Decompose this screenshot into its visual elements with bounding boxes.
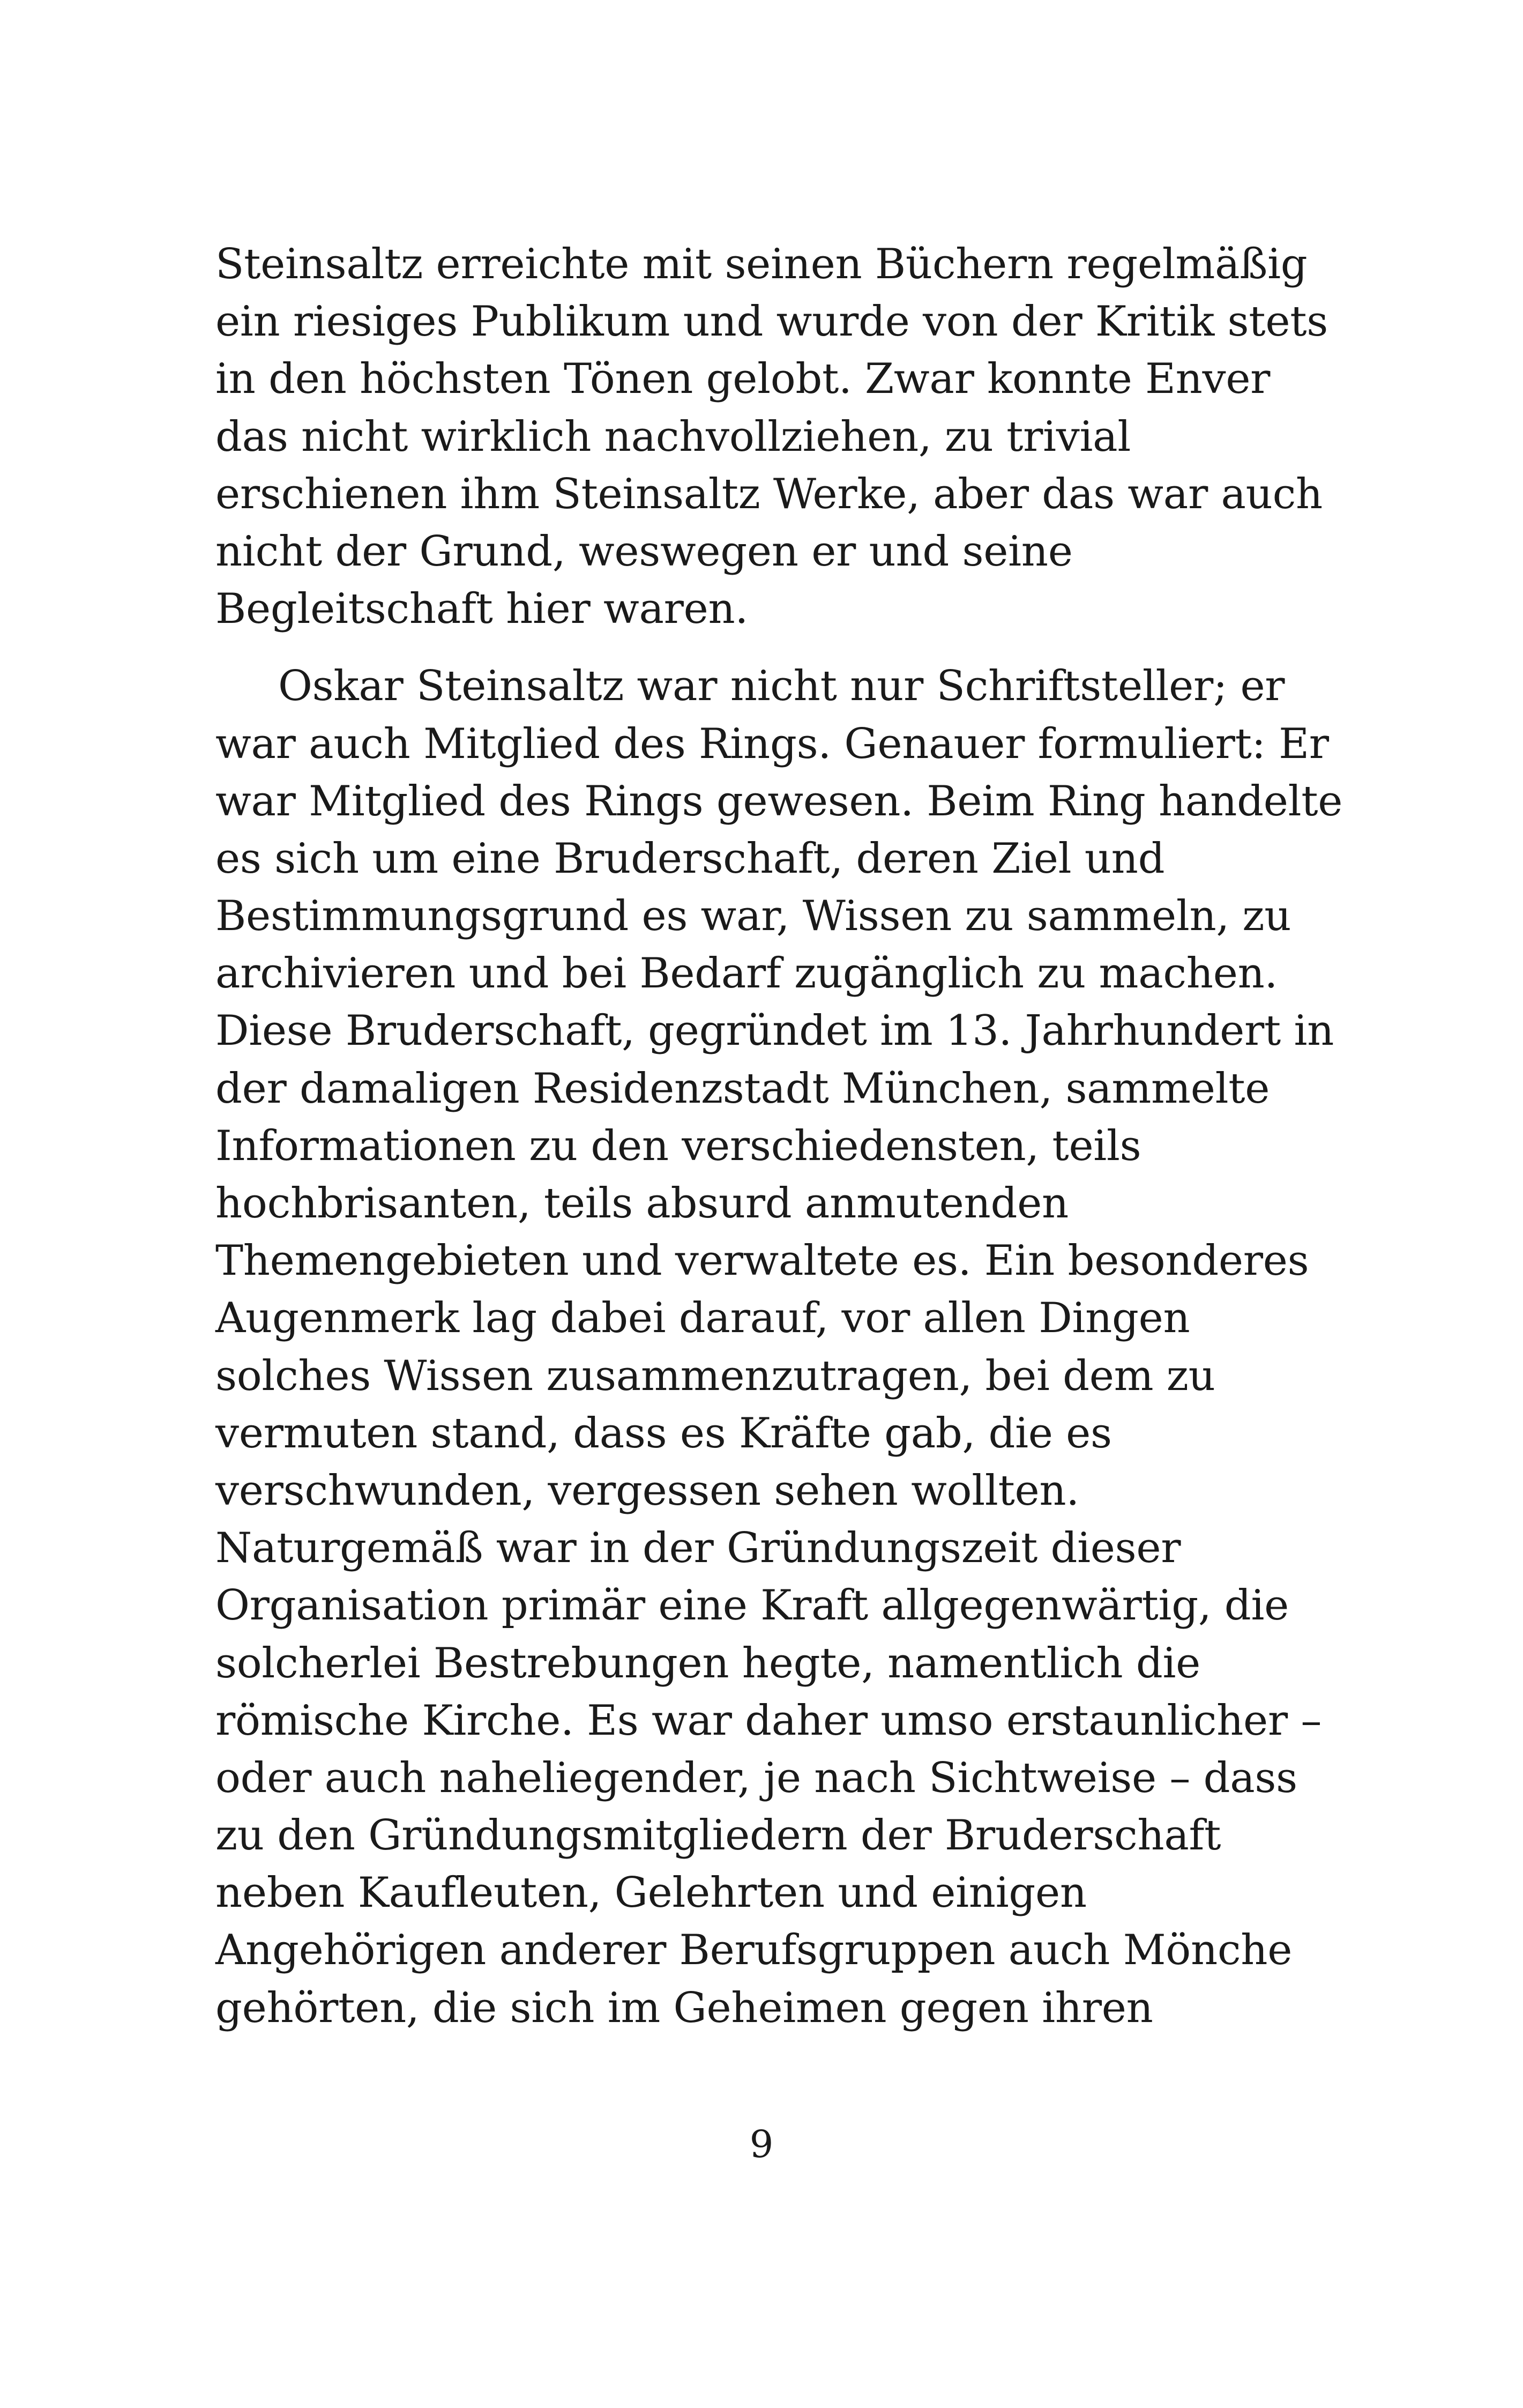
- text-line: Steinsaltz erreichte mit seinen Büchern regelmäßig: [215, 240, 1308, 288]
- text-line: vermuten stand, dass es Kräfte gab, die es: [215, 1409, 1112, 1458]
- text-line: Bestimmungsgrund es war, Wissen zu sammeln, zu: [215, 892, 1291, 941]
- text-line: der damaligen Residenzstadt München, sammelte: [215, 1064, 1270, 1113]
- text-line: zu den Gründungsmitgliedern der Bruderschaft: [215, 1811, 1221, 1860]
- text-line: war auch Mitglied des Rings. Genauer formuliert: Er: [215, 719, 1329, 768]
- text-line: Themengebieten und verwaltete es. Ein besonderes: [215, 1237, 1309, 1285]
- text-line: hochbrisanten, teils absurd anmutenden: [215, 1179, 1069, 1228]
- text-line: römische Kirche. Es war daher umso erstaunlicher –: [215, 1696, 1322, 1745]
- text-line: es sich um eine Bruderschaft, deren Ziel und: [215, 834, 1165, 883]
- text-line: ein riesiges Publikum und wurde von der Kritik stets: [215, 298, 1328, 346]
- text-line: archivieren und bei Bedarf zugänglich zu machen.: [215, 949, 1278, 998]
- text-line: in den höchsten Tönen gelobt. Zwar konnte Enver: [215, 355, 1271, 404]
- paragraph-1: [215, 236, 1341, 638]
- text-line: Begleitschaft hier waren.: [215, 585, 748, 634]
- text-line: Diese Bruderschaft, gegründet im 13. Jahrhundert in: [215, 1007, 1334, 1056]
- text-line: Informationen zu den verschiedensten, teils: [215, 1121, 1141, 1170]
- page-number: 9: [749, 2122, 774, 2166]
- text-line: gehörten, die sich im Geheimen gegen ihren: [215, 1983, 1153, 2032]
- text-line: oder auch naheliegender, je nach Sichtweise – dass: [215, 1753, 1297, 1802]
- text-line: Augenmerk lag dabei darauf, vor allen Dingen: [215, 1294, 1190, 1343]
- text-line: verschwunden, vergessen sehen wollten.: [215, 1466, 1079, 1515]
- text-line: war Mitglied des Rings gewesen. Beim Ring handelte: [215, 777, 1343, 826]
- paragraph-2: [215, 658, 1341, 2037]
- text-line: das nicht wirklich nachvollziehen, zu trivial: [215, 412, 1131, 461]
- text-line: nicht der Grund, weswegen er und seine: [215, 527, 1073, 576]
- body-text: [215, 236, 1341, 2037]
- text-line: solcherlei Bestrebungen hegte, namentlich die: [215, 1639, 1200, 1688]
- text-line: Naturgemäß war in der Gründungszeit dieser: [215, 1524, 1181, 1573]
- text-line: neben Kaufleuten, Gelehrten und einigen: [215, 1869, 1087, 1918]
- text-line: solches Wissen zusammenzutragen, bei dem zu: [215, 1351, 1215, 1400]
- text-line: Angehörigen anderer Berufsgruppen auch Mönche: [215, 1926, 1293, 1975]
- text-line: erschienen ihm Steinsaltz Werke, aber das war auch: [215, 470, 1323, 518]
- paragraph-spacer: [215, 638, 1341, 658]
- text-line: Oskar Steinsaltz war nicht nur Schriftsteller; er: [278, 662, 1285, 711]
- text-line: Organisation primär eine Kraft allgegenwärtig, die: [215, 1581, 1289, 1630]
